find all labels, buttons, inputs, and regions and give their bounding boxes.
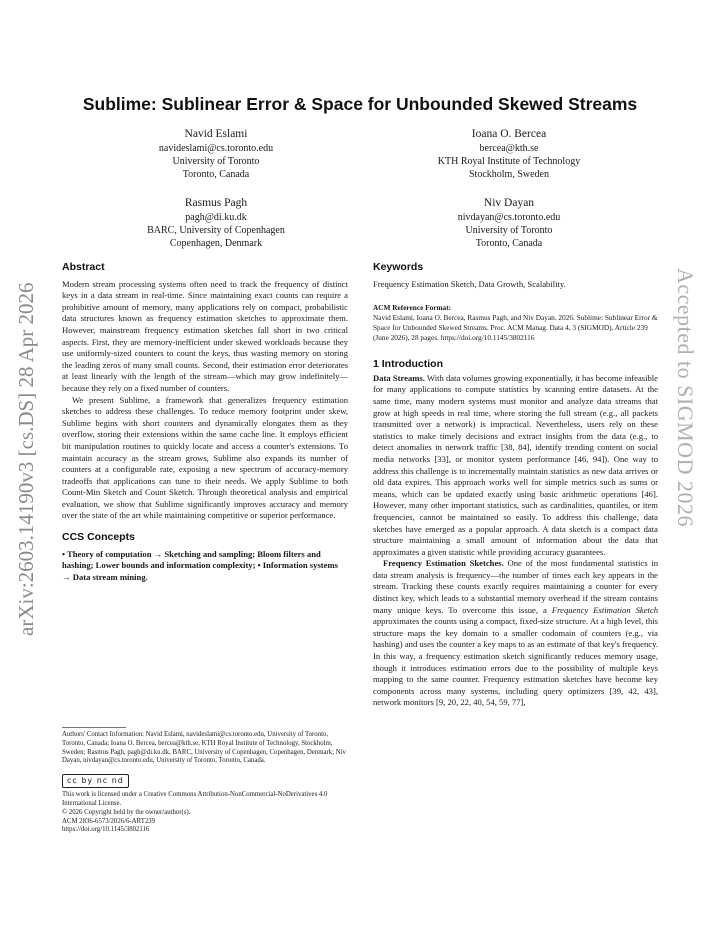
author-affiliation: University of Toronto — [172, 156, 260, 167]
paragraph-lead: Frequency Estimation Sketches. — [383, 558, 504, 569]
acm-reference — [373, 303, 658, 343]
contact-information: Authors' Contact Information: Navid Eslami, navideslami@cs.toronto.edu, University of Toronto, Toronto, Canada; Ioana O. Bercea, bercea@kth.se, KTH Royal Institute of Technology, Stockholm, Sweden; Rasmus Pagh, pagh@di.ku.dk, BARC, University of Copenhagen, Copenhagen, Denmark; Niv Dayan, nivdayan@cs.toronto.edu, University of Toronto, Toronto, Canada. — [62, 731, 346, 765]
abstract-paragraph: We present Sublime, a framework that generalizes frequency estimation sketches to address these challenges. To reduce memory footprint under skew, Sublime begins with short counters and dynamically elongates them as they overflow, storing their extensions within the same cache line. It employs efficient bit manipulation routines to quickly locate and access a counter's extensions. To maintain accuracy as the stream grows, Sublime also expands its number of counters at a configurable rate, exposing a new spectrum of accuracy-memory tradeoffs that applications can tune to their needs. We apply Sublime to both Count-Min Sketch and Count Sketch. Through theoretical analysis and empirical evaluation, we show that Sublime significantly improves accuracy and memory over the state of the art while maintaining competitive or superior performance. — [62, 394, 348, 521]
paragraph-lead: Data Streams. — [373, 372, 425, 383]
author-block — [369, 127, 649, 181]
ccs-heading: CCS Concepts — [62, 531, 135, 544]
license-text: This work is licensed under a Creative Commons Attribution-NonCommercial-NoDerivatives 4.0 International License. — [62, 791, 328, 807]
intro-paragraph — [373, 373, 658, 559]
right-column — [373, 262, 658, 709]
doi-link[interactable]: https://doi.org/10.1145/3802116 — [62, 826, 150, 834]
author-affiliation: KTH Royal Institute of Technology — [437, 156, 581, 167]
acm-identifier: ACM 2836-6573/2026/6-ART239 — [62, 817, 156, 825]
paragraph-body: With data volumes growing exponentially, it has become infeasible for many applications to compute statistics by scanning entire datasets. At the same time, many modern systems must monitor and analyze data streams that grow at high speeds in real time, where storing the full stream (e.g., all packets transmitted over a network) is impractical. Nevertheless, users rely on these statistics to make timely decisions and extract insights from the data (e.g., to detect anomalies in network traffic [38, 84], identify trending content on social media networks [33], or monitor system performance [46, 94]). One way to address this challenge is to incrementally maintain statistics as new data arrives or old data expires. This approach works well for simple metrics such as sums or means, which can be updated exactly using basic arithmetic operations [46]. However, many other important statistics, such as cardinalities, quantiles, or item frequencies, cannot be maintained so easily. To address this challenge, data sketches have emerged as a popular approach. A data sketch is a compact data structure maintaining a small amount of information about the data that approximates a given statistic while providing accuracy guarantees. — [373, 372, 658, 557]
author-location: Toronto, Canada — [475, 238, 543, 249]
author-affiliation: BARC, University of Copenhagen — [147, 225, 285, 236]
acm-reference-heading: ACM Reference Format: — [373, 303, 452, 313]
author-block — [369, 196, 649, 250]
author-name: Rasmus Pagh — [184, 197, 248, 209]
keywords-list: Frequency Estimation Sketch, Data Growth, Scalability. — [373, 278, 566, 289]
abstract-heading: Abstract — [62, 261, 105, 273]
ccs-concepts: • Theory of computation → Sketching and sampling; Bloom filters and hashing; Lower bounds and information complexity; • Information systems → Data stream mining. — [62, 548, 338, 582]
author-affiliation: University of Toronto — [465, 225, 553, 236]
author-email[interactable]: nivdayan@cs.toronto.edu — [457, 212, 561, 223]
footnote-rule — [62, 727, 126, 728]
author-email[interactable]: navideslami@cs.toronto.edu — [158, 143, 274, 154]
author-location: Toronto, Canada — [182, 169, 250, 180]
abstract-paragraph: Modern stream processing systems often need to track the frequency of distinct keys in a data stream in real-time. Since maintaining exact counts can require a prohibitive amount of memory, many applications rely on compact, probabilistic data structures known as frequency estimation sketches to approximate them. However, mainstream frequency estimation sketches fall short in two critical aspects. First, they are memory-inefficient under skewed workloads because they use uniformly-sized counters to count the keys, thus wasting memory on storing the leading zeros of many small counts. Second, their estimation error deteriorates at least linearly with the length of the stream—which may grow indefinitely—because they rely on a fixed number of counters. — [62, 278, 348, 393]
author-location: Copenhagen, Denmark — [169, 238, 263, 249]
creative-commons-license-icon[interactable]: cc by nc nd — [62, 774, 129, 788]
paper-title: Sublime: Sublinear Error & Space for Unbounded Skewed Streams — [82, 94, 638, 114]
introduction-heading: 1 Introduction — [373, 358, 443, 371]
author-email[interactable]: bercea@kth.se — [479, 143, 539, 154]
footnote-block — [62, 727, 348, 835]
copyright-text: © 2026 Copyright held by the owner/author(s). — [62, 808, 191, 816]
emphasized-term: Frequency Estimation Sketch — [551, 604, 659, 615]
author-email[interactable]: pagh@di.ku.dk — [185, 212, 247, 223]
acceptance-watermark: Accepted to SIGMOD 2026 — [673, 268, 698, 527]
keywords-heading: Keywords — [373, 261, 424, 273]
author-name: Ioana O. Bercea — [471, 128, 547, 140]
author-location: Stockholm, Sweden — [469, 169, 549, 180]
author-name: Navid Eslami — [184, 128, 248, 140]
author-name: Niv Dayan — [483, 197, 535, 209]
left-column — [62, 262, 348, 583]
arxiv-identifier[interactable]: arXiv:2603.14190v3 [cs.DS] 28 Apr 2026 — [14, 282, 38, 636]
acm-reference-text: Navid Eslami, Ioana O. Bercea, Rasmus Pagh, and Niv Dayan. 2026. Sublime: Sublinear Error & Space for Unbounded Skewed Streams. Proc. ACM Manag. Data 4, 3 (SIGMOD), Article 239 (June 2026), 28 pages. https://doi.org/10.1145/3802116 — [373, 313, 658, 343]
author-block — [76, 196, 356, 250]
paragraph-body: One of the most fundamental statistics in data stream analysis is frequency—the number of times each key appears in the stream. Tracking these counts exactly requires maintaining a counter for every distinct key, which leads to a substantial memory overhead if the stream contains many unique keys. To overcome this issue, a — [373, 558, 658, 615]
intro-paragraph — [373, 558, 658, 709]
author-block — [76, 127, 356, 181]
paragraph-body: approximates the counts using a compact, fixed-size structure. At a high level, this structure maps the key domain to a smaller codomain of counters (e.g., via hashing) and uses the counter a key maps to as an estimate of that key's frequency. In this way, a frequency estimation sketch significantly reduces memory usage, though it introduces estimation errors due to the possibility of multiple keys mapping to the same counter. Frequency estimation sketches have become key components across many systems, including query optimizers [39, 42, 43], network monitors [9, 20, 22, 40, 54, 59, 77], — [373, 616, 658, 708]
